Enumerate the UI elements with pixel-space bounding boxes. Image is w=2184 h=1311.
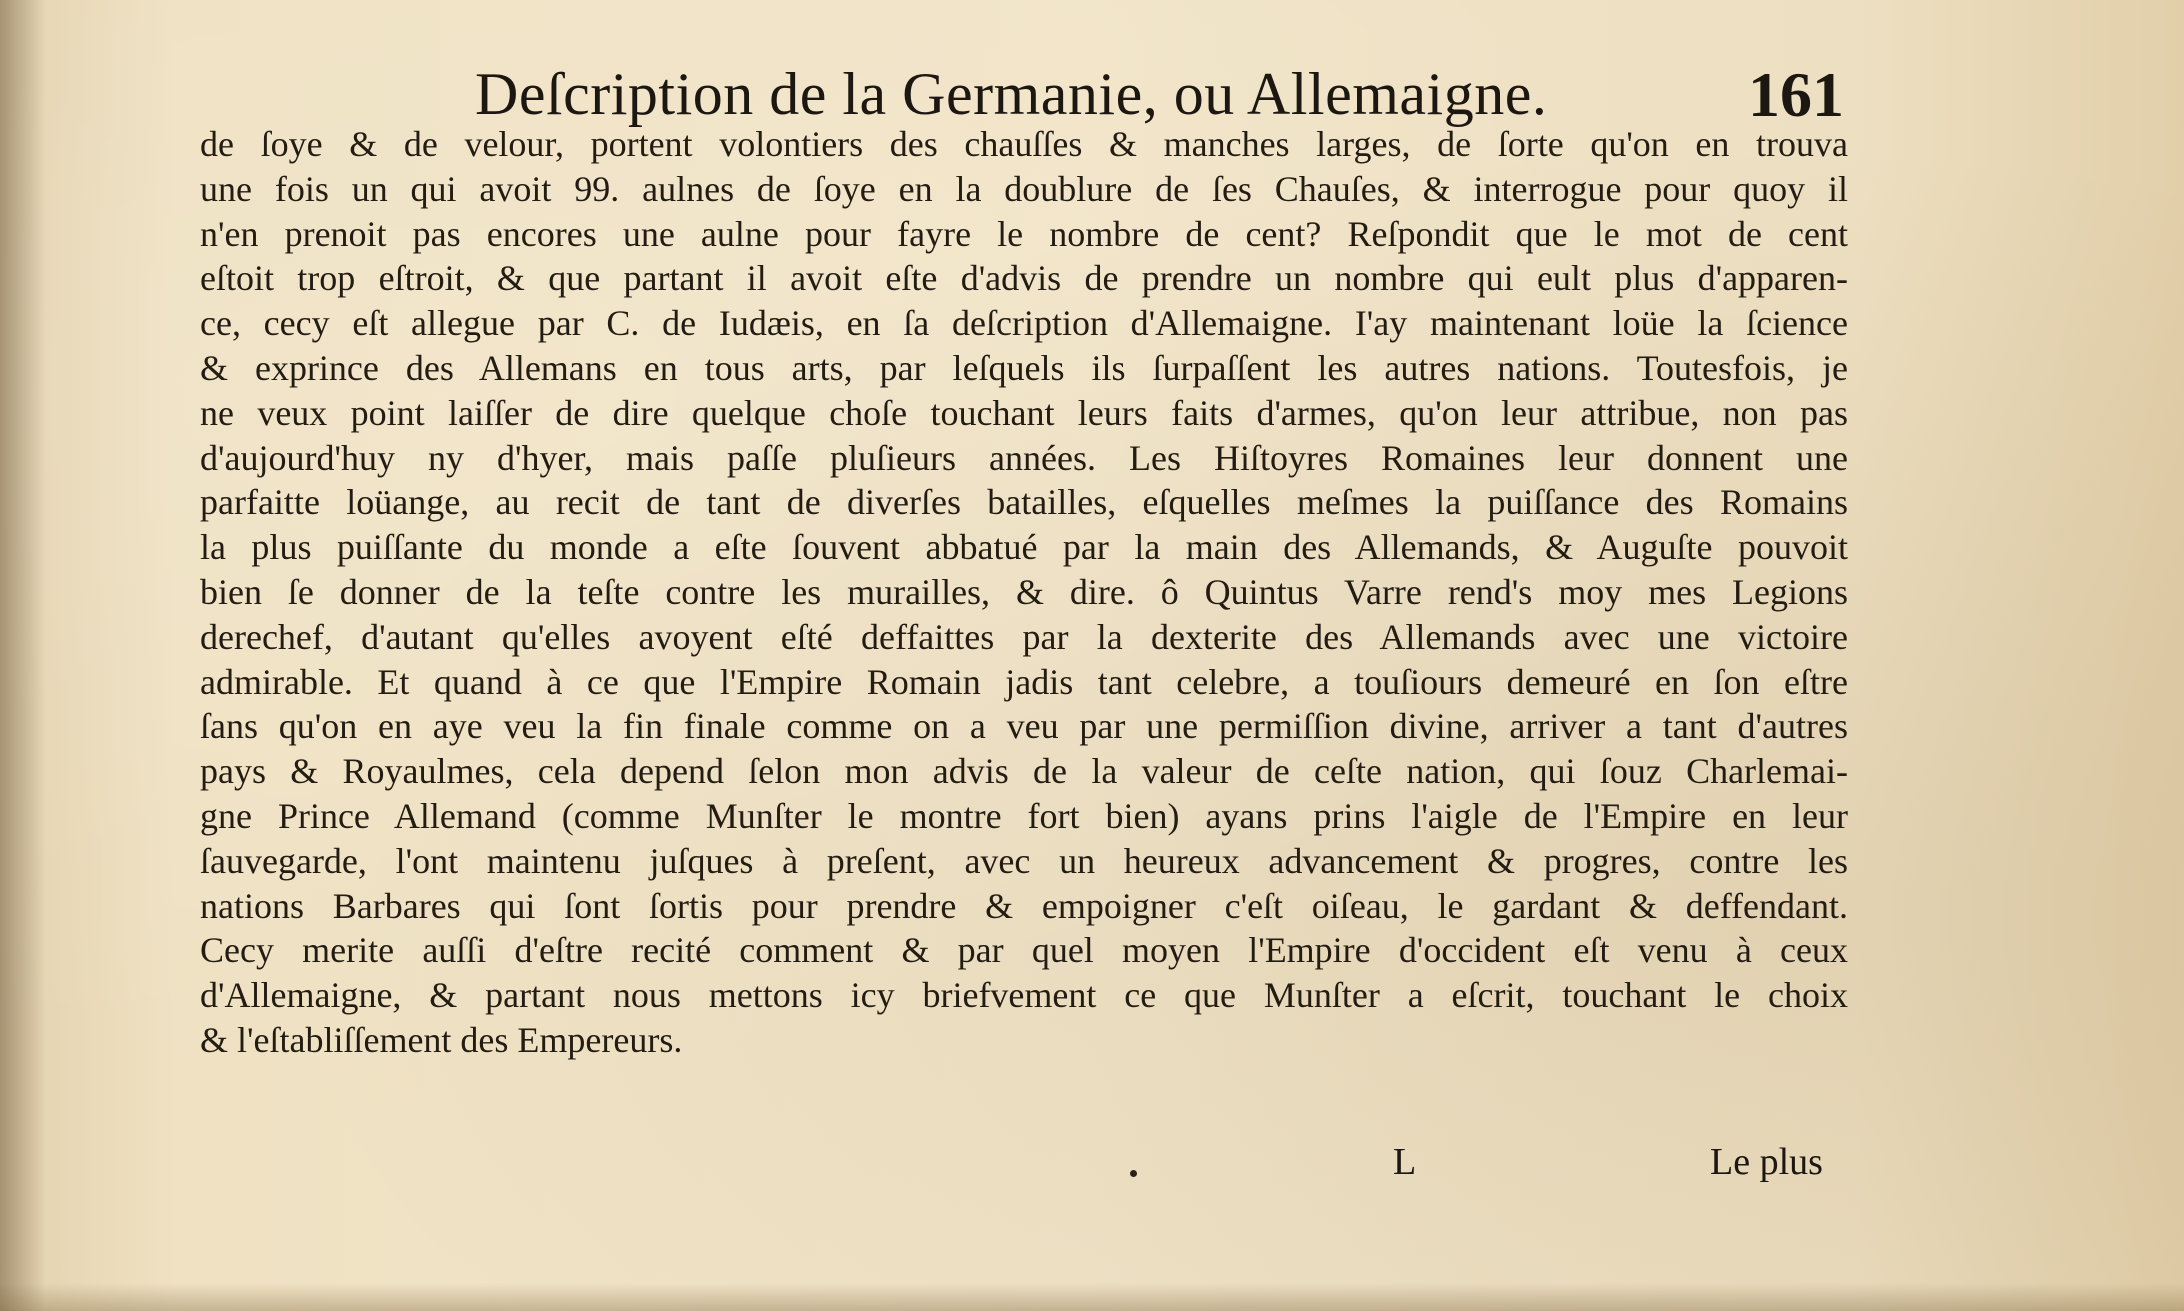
text-line: admirable. Et quand à ce que l'Empire Romain jadis tant celebre, a touſiours demeuré en ſon eſtre: [200, 661, 1848, 702]
text-line: n'en prenoit pas encores une aulne pour fayre le nombre de cent? Reſpondit que le mot de cent: [200, 213, 1848, 254]
text-line: d'Allemaigne, & partant nous mettons icy briefvement ce que Munſter a eſcrit, touchant le choix: [200, 975, 1848, 1016]
text-line: derechef, d'autant qu'elles avoyent eſté deffaittes par la dexterite des Allemands avec une victoire: [200, 616, 1848, 657]
text-line: ſans qu'on en aye veu la fin finale comme on a veu par une permiſſion divine, arriver a tant d'autres: [200, 706, 1848, 747]
catchword: Le plus: [1710, 1141, 1823, 1183]
page-footer: [0, 1140, 2184, 1200]
running-title: Deſcription de la Germanie, ou Allemaigne.: [475, 61, 1548, 127]
text-line: ce, cecy eſt allegue par C. de Iudæis, en ſa deſcription d'Allemaigne. I'ay maintenant loüe la ſcience: [200, 303, 1848, 344]
text-line: Cecy merite auſſi d'eſtre recité comment & par quel moyen l'Empire d'occident eſt venu à ceux: [200, 930, 1848, 971]
text-line: de ſoye & de velour, portent volontiers des chauſſes & manches larges, de ſorte qu'on en trouva: [200, 124, 1848, 164]
body-text: [200, 122, 1848, 1063]
spine-shadow: [0, 0, 46, 1311]
text-line: bien ſe donner de la teſte contre les murailles, & dire. ô Quintus Varre rend's moy mes Legions: [200, 571, 1848, 612]
text-line: la plus puiſſante du monde a eſte ſouvent abbatué par la main des Allemands, & Auguſte pouvoit: [200, 527, 1848, 568]
text-line: eſtoit trop eſtroit, & que partant il avoit eſte d'advis de prendre un nombre qui eult plus d'apparen-: [200, 258, 1848, 299]
text-line: parfaitte loüange, au recit de tant de diverſes batailles, eſquelles meſmes la puiſſance des Romains: [200, 482, 1848, 523]
page-edge-shadow: [0, 1283, 2184, 1311]
text-line: une fois un qui avoit 99. aulnes de ſoye en la doublure de ſes Chauſes, & interrogue pour quoy il: [200, 168, 1848, 209]
text-line: & exprince des Allemans en tous arts, par leſquels ils ſurpaſſent les autres nations. Toutesfois, je: [200, 347, 1848, 388]
text-line: ſauvegarde, l'ont maintenu juſques à preſent, avec un heureux advancement & progres, contre les: [200, 840, 1848, 881]
text-line: pays & Royaulmes, cela depend ſelon mon advis de la valeur de ceſte nation, qui ſouz Charlemai-: [200, 751, 1848, 792]
text-line: d'aujourd'huy ny d'hyer, mais paſſe pluſieurs années. Les Hiſtoyres Romaines leur donnent une: [200, 437, 1848, 478]
text-line-last: & l'eſtabliſſement des Empereurs.: [200, 1019, 683, 1060]
signature-mark: L: [1393, 1141, 1417, 1183]
text-line: nations Barbares qui ſont ſortis pour prendre & empoigner c'eſt oiſeau, le gardant & deffendant.: [200, 885, 1848, 926]
page-number: 161: [1748, 59, 1844, 130]
text-line: ne veux point laiſſer de dire quelque choſe touchant leurs faits d'armes, qu'on leur attribue, non pas: [200, 392, 1848, 433]
text-line: gne Prince Allemand (comme Munſter le montre fort bien) ayans prins l'aigle de l'Empire en leur: [200, 795, 1848, 836]
